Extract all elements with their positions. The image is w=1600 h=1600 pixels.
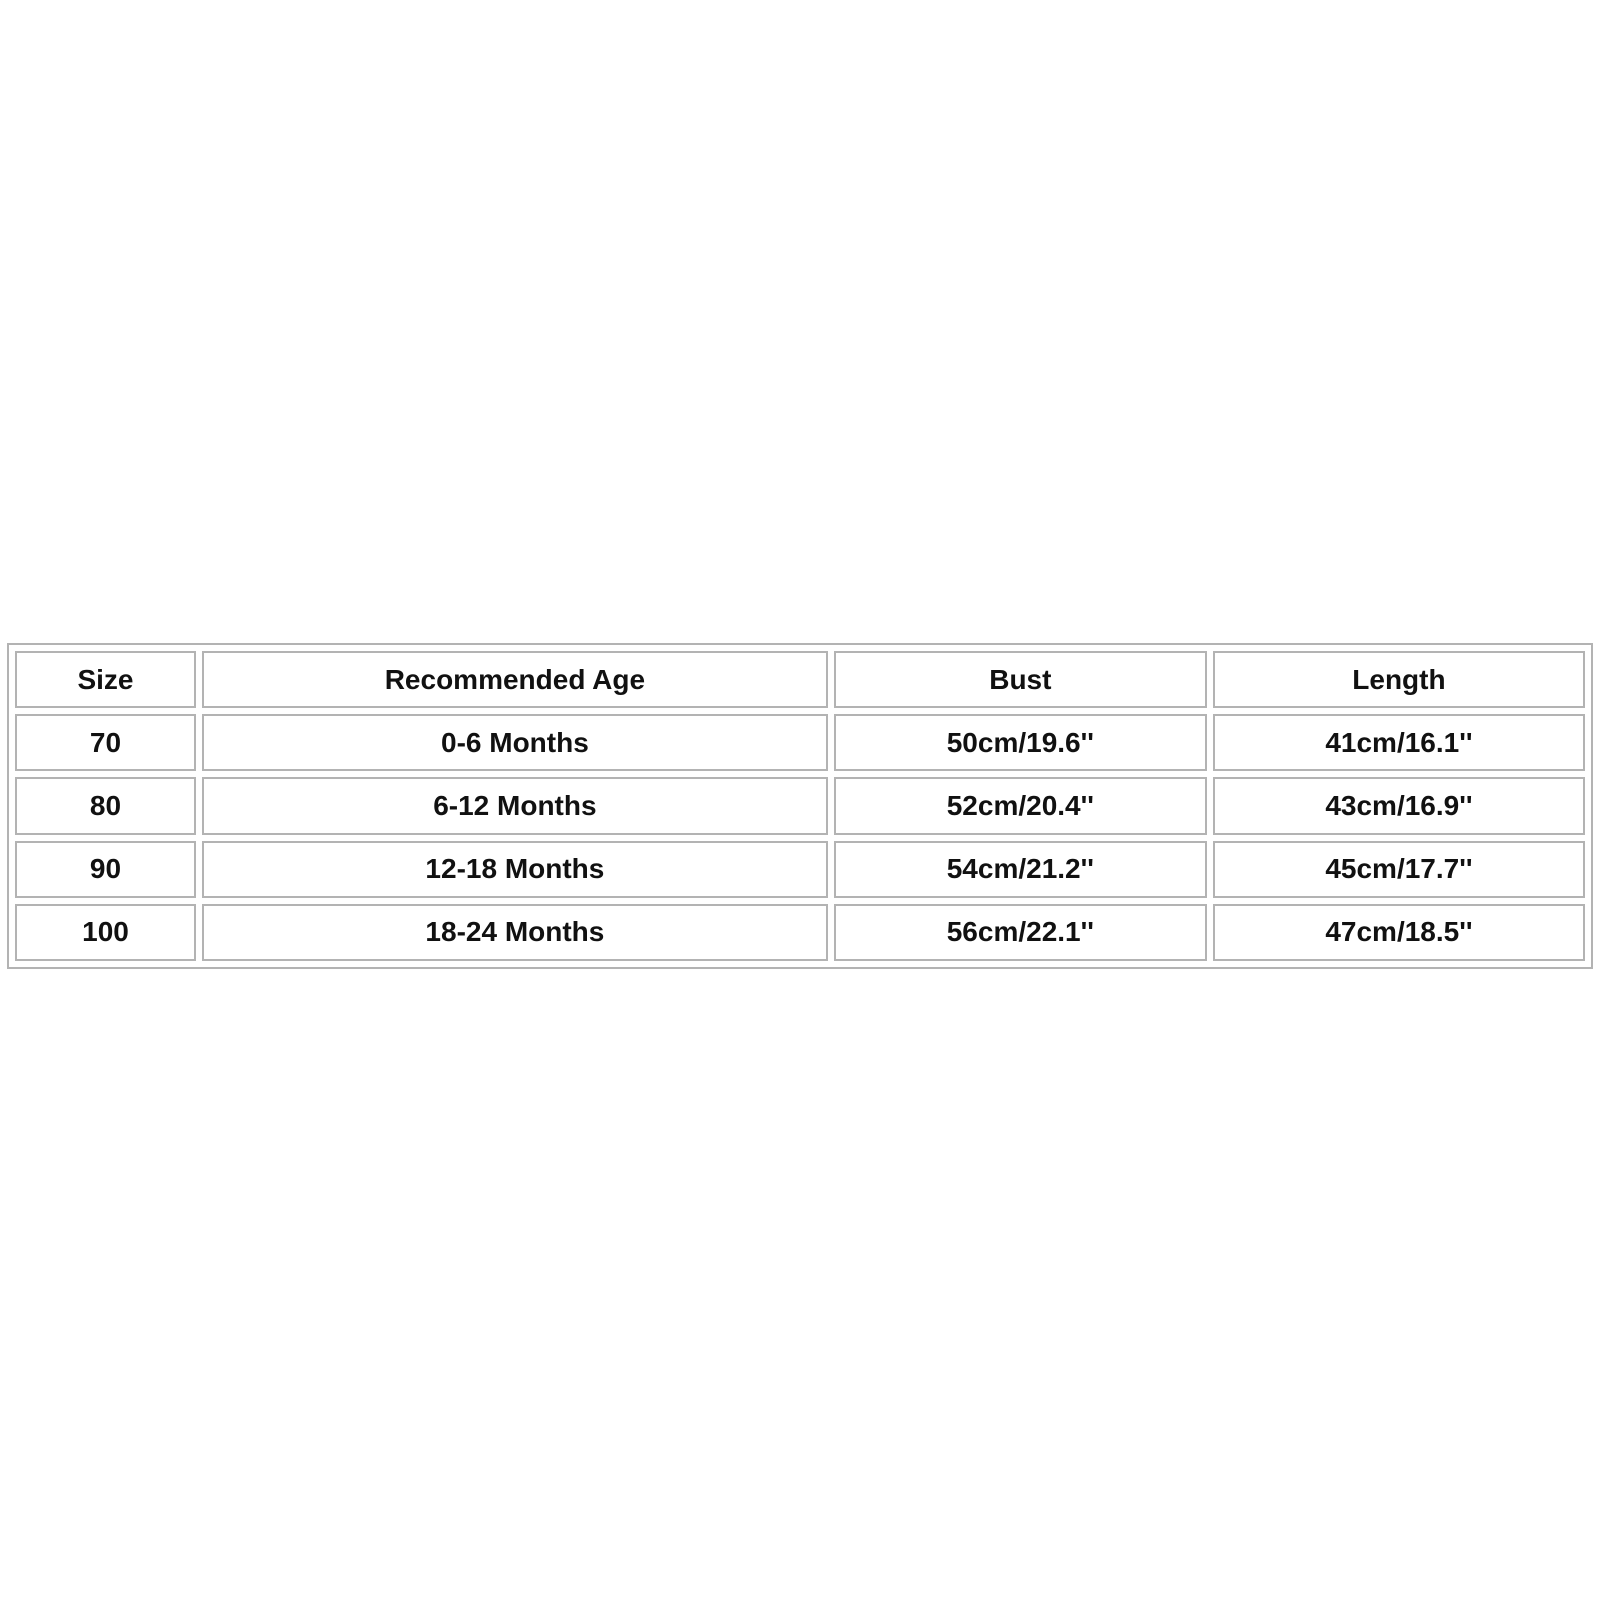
cell-size: 80: [15, 777, 196, 834]
cell-size: 100: [15, 904, 196, 961]
header-size: Size: [15, 651, 196, 708]
cell-recommended-age: 12-18 Months: [202, 841, 828, 898]
header-bust: Bust: [834, 651, 1207, 708]
table-row: [15, 904, 1585, 961]
header-length: Length: [1213, 651, 1585, 708]
cell-bust: 54cm/21.2'': [834, 841, 1207, 898]
cell-size: 70: [15, 714, 196, 771]
table-row: [15, 841, 1585, 898]
table-row: [15, 777, 1585, 834]
cell-length: 43cm/16.9'': [1213, 777, 1585, 834]
table-row: [15, 714, 1585, 771]
table-header-row: [15, 651, 1585, 708]
cell-recommended-age: 0-6 Months: [202, 714, 828, 771]
cell-length: 41cm/16.1'': [1213, 714, 1585, 771]
cell-recommended-age: 6-12 Months: [202, 777, 828, 834]
cell-recommended-age: 18-24 Months: [202, 904, 828, 961]
cell-length: 45cm/17.7'': [1213, 841, 1585, 898]
cell-bust: 50cm/19.6'': [834, 714, 1207, 771]
cell-length: 47cm/18.5'': [1213, 904, 1585, 961]
size-chart-table: [7, 643, 1593, 969]
header-recommended-age: Recommended Age: [202, 651, 828, 708]
cell-size: 90: [15, 841, 196, 898]
cell-bust: 56cm/22.1'': [834, 904, 1207, 961]
cell-bust: 52cm/20.4'': [834, 777, 1207, 834]
